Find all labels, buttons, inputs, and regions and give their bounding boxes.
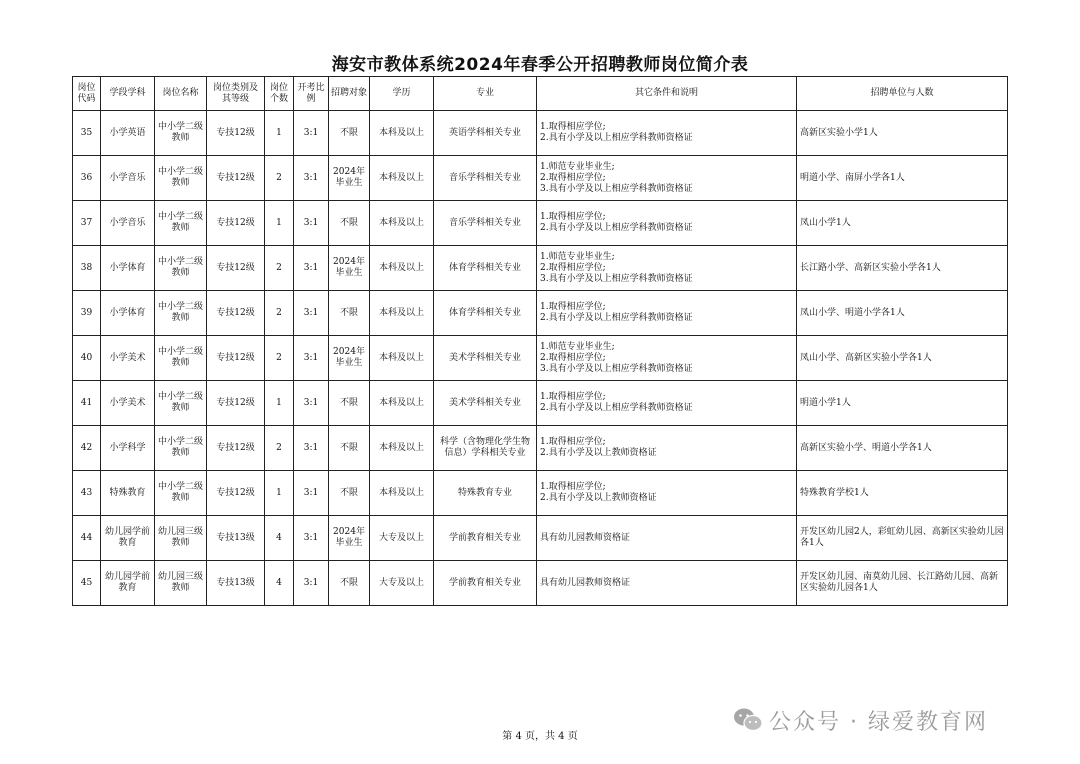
cell-units: 明道小学1人 [797, 381, 1008, 426]
cell-code: 43 [73, 471, 101, 516]
cell-code: 44 [73, 516, 101, 561]
condition-line: 2.具有小学及以上相应学科教师资格证 [540, 133, 693, 143]
table-row [73, 156, 1008, 201]
cell-count: 2 [265, 426, 294, 471]
cell-target: 不限 [329, 111, 370, 156]
cell-education: 大专及以上 [370, 561, 434, 606]
cell-ratio: 3:1 [294, 381, 329, 426]
cell-major: 美术学科相关专业 [434, 381, 537, 426]
cell-conditions [537, 561, 797, 606]
cell-ratio: 3:1 [294, 291, 329, 336]
cell-position: 中小学二级教师 [155, 291, 207, 336]
cell-target: 2024年毕业生 [329, 246, 370, 291]
table-row [73, 246, 1008, 291]
cell-major: 学前教育相关专业 [434, 561, 537, 606]
header-count: 岗位个数 [265, 77, 294, 111]
condition-line: 2.具有小学及以上相应学科教师资格证 [540, 403, 693, 413]
condition-line: 1.师范专业毕业生; [540, 341, 615, 352]
cell-subject: 幼儿园学前教育 [101, 516, 155, 561]
condition-line: 2.具有小学及以上教师资格证 [540, 493, 657, 503]
cell-target: 不限 [329, 201, 370, 246]
cell-code: 40 [73, 336, 101, 381]
cell-major: 美术学科相关专业 [434, 336, 537, 381]
table-row [73, 561, 1008, 606]
cell-count: 2 [265, 246, 294, 291]
cell-count: 4 [265, 561, 294, 606]
condition-line: 2.取得相应学位; [540, 262, 606, 273]
cell-category: 专技12级 [207, 336, 265, 381]
cell-major: 学前教育相关专业 [434, 516, 537, 561]
cell-conditions [537, 471, 797, 516]
cell-ratio: 3:1 [294, 336, 329, 381]
cell-category: 专技13级 [207, 561, 265, 606]
cell-target: 不限 [329, 291, 370, 336]
cell-major: 体育学科相关专业 [434, 246, 537, 291]
cell-units: 凤山小学1人 [797, 201, 1008, 246]
cell-category: 专技12级 [207, 156, 265, 201]
condition-line: 具有幼儿园教师资格证 [540, 577, 631, 588]
cell-category: 专技12级 [207, 201, 265, 246]
cell-subject: 小学体育 [101, 291, 155, 336]
cell-position: 中小学二级教师 [155, 471, 207, 516]
cell-subject: 小学科学 [101, 426, 155, 471]
cell-education: 本科及以上 [370, 471, 434, 516]
condition-line: 1.取得相应学位; [540, 437, 606, 447]
cell-count: 1 [265, 381, 294, 426]
cell-target: 不限 [329, 561, 370, 606]
cell-count: 1 [265, 471, 294, 516]
cell-subject: 小学美术 [101, 336, 155, 381]
cell-units: 开发区幼儿园、南莫幼儿园、长江路幼儿园、高新区实验幼儿园各1人 [797, 561, 1008, 606]
cell-major: 音乐学科相关专业 [434, 156, 537, 201]
cell-count: 1 [265, 111, 294, 156]
job-table [72, 76, 1008, 606]
header-position: 岗位名称 [155, 77, 207, 111]
cell-position: 中小学二级教师 [155, 201, 207, 246]
cell-position: 中小学二级教师 [155, 246, 207, 291]
cell-count: 2 [265, 291, 294, 336]
cell-category: 专技12级 [207, 291, 265, 336]
cell-position: 中小学二级教师 [155, 156, 207, 201]
cell-conditions [537, 336, 797, 381]
cell-units: 高新区实验小学1人 [797, 111, 1008, 156]
header-conditions: 其它条件和说明 [537, 77, 797, 111]
header-ratio: 开考比例 [294, 77, 329, 111]
cell-code: 42 [73, 426, 101, 471]
condition-line: 1.取得相应学位; [540, 122, 606, 132]
condition-line: 3.具有小学及以上相应学科教师资格证 [540, 183, 693, 194]
cell-count: 1 [265, 201, 294, 246]
cell-count: 2 [265, 156, 294, 201]
cell-education: 本科及以上 [370, 426, 434, 471]
condition-line: 1.取得相应学位; [540, 302, 606, 312]
cell-category: 专技12级 [207, 246, 265, 291]
page-title: 海安市教体系统2024年春季公开招聘教师岗位简介表 [331, 55, 749, 75]
cell-major: 音乐学科相关专业 [434, 201, 537, 246]
cell-target: 不限 [329, 426, 370, 471]
cell-education: 本科及以上 [370, 246, 434, 291]
header-education: 学历 [370, 77, 434, 111]
header-category: 岗位类别及其等级 [207, 77, 265, 111]
cell-code: 37 [73, 201, 101, 246]
table-row [73, 426, 1008, 471]
cell-education: 本科及以上 [370, 291, 434, 336]
cell-subject: 小学美术 [101, 381, 155, 426]
watermark-text: 公众号 · 绿爱教育网 [769, 709, 988, 735]
table-row [73, 201, 1008, 246]
condition-line: 3.具有小学及以上相应学科教师资格证 [540, 363, 693, 374]
cell-target: 不限 [329, 381, 370, 426]
cell-ratio: 3:1 [294, 156, 329, 201]
cell-ratio: 3:1 [294, 516, 329, 561]
cell-units: 凤山小学、高新区实验小学各1人 [797, 336, 1008, 381]
table-row [73, 111, 1008, 156]
cell-ratio: 3:1 [294, 246, 329, 291]
table-row [73, 336, 1008, 381]
cell-education: 本科及以上 [370, 156, 434, 201]
cell-conditions [537, 156, 797, 201]
cell-subject: 小学音乐 [101, 156, 155, 201]
cell-code: 41 [73, 381, 101, 426]
cell-major: 英语学科相关专业 [434, 111, 537, 156]
cell-code: 45 [73, 561, 101, 606]
cell-conditions [537, 291, 797, 336]
condition-line: 1.师范专业毕业生; [540, 251, 615, 262]
cell-code: 36 [73, 156, 101, 201]
table-row [73, 516, 1008, 561]
cell-count: 2 [265, 336, 294, 381]
cell-units: 开发区幼儿园2人，彩虹幼儿园、高新区实验幼儿园各1人 [797, 516, 1008, 561]
header-subject: 学段学科 [101, 77, 155, 111]
cell-units: 高新区实验小学、明道小学各1人 [797, 426, 1008, 471]
cell-units: 长江路小学、高新区实验小学各1人 [797, 246, 1008, 291]
cell-code: 35 [73, 111, 101, 156]
cell-ratio: 3:1 [294, 426, 329, 471]
cell-category: 专技12级 [207, 471, 265, 516]
cell-conditions [537, 426, 797, 471]
cell-major: 科学（含物理化学生物信息）学科相关专业 [434, 426, 537, 471]
table-header-row [73, 77, 1008, 111]
cell-target: 2024年毕业生 [329, 156, 370, 201]
cell-units: 凤山小学、明道小学各1人 [797, 291, 1008, 336]
cell-ratio: 3:1 [294, 471, 329, 516]
cell-ratio: 3:1 [294, 111, 329, 156]
cell-conditions [537, 246, 797, 291]
cell-conditions [537, 201, 797, 246]
cell-position: 幼儿园三级教师 [155, 561, 207, 606]
condition-line: 3.具有小学及以上相应学科教师资格证 [540, 273, 693, 284]
cell-units: 明道小学、南屏小学各1人 [797, 156, 1008, 201]
header-code: 岗位代码 [73, 77, 101, 111]
cell-education: 大专及以上 [370, 516, 434, 561]
header-target: 招聘对象 [329, 77, 370, 111]
condition-line: 2.具有小学及以上相应学科教师资格证 [540, 313, 693, 323]
cell-units: 特殊教育学校1人 [797, 471, 1008, 516]
condition-line: 1.取得相应学位; [540, 482, 606, 492]
cell-target: 2024年毕业生 [329, 336, 370, 381]
cell-subject: 小学音乐 [101, 201, 155, 246]
cell-education: 本科及以上 [370, 336, 434, 381]
cell-category: 专技12级 [207, 381, 265, 426]
cell-subject: 特殊教育 [101, 471, 155, 516]
condition-line: 2.取得相应学位; [540, 172, 606, 183]
cell-subject: 小学英语 [101, 111, 155, 156]
cell-conditions [537, 381, 797, 426]
cell-position: 中小学二级教师 [155, 336, 207, 381]
cell-category: 专技12级 [207, 111, 265, 156]
cell-position: 中小学二级教师 [155, 111, 207, 156]
cell-target: 不限 [329, 471, 370, 516]
condition-line: 2.取得相应学位; [540, 352, 606, 363]
cell-major: 特殊教育专业 [434, 471, 537, 516]
condition-line: 2.具有小学及以上相应学科教师资格证 [540, 223, 693, 233]
table-row [73, 381, 1008, 426]
condition-line: 1.取得相应学位; [540, 392, 606, 402]
cell-major: 体育学科相关专业 [434, 291, 537, 336]
cell-conditions [537, 111, 797, 156]
cell-count: 4 [265, 516, 294, 561]
cell-ratio: 3:1 [294, 561, 329, 606]
page-footer: 第 4 页，共 4 页 [502, 731, 578, 742]
cell-category: 专技12级 [207, 426, 265, 471]
header-major: 专业 [434, 77, 537, 111]
cell-education: 本科及以上 [370, 201, 434, 246]
cell-target: 2024年毕业生 [329, 516, 370, 561]
cell-category: 专技13级 [207, 516, 265, 561]
cell-code: 39 [73, 291, 101, 336]
cell-position: 幼儿园三级教师 [155, 516, 207, 561]
cell-position: 中小学二级教师 [155, 381, 207, 426]
cell-subject: 幼儿园学前教育 [101, 561, 155, 606]
condition-line: 1.取得相应学位; [540, 212, 606, 222]
cell-ratio: 3:1 [294, 201, 329, 246]
condition-line: 具有幼儿园教师资格证 [540, 532, 631, 543]
condition-line: 1.师范专业毕业生; [540, 161, 615, 172]
header-units: 招聘单位与人数 [797, 77, 1008, 111]
table-row [73, 291, 1008, 336]
cell-conditions [537, 516, 797, 561]
table-row [73, 471, 1008, 516]
cell-position: 中小学二级教师 [155, 426, 207, 471]
cell-education: 本科及以上 [370, 111, 434, 156]
cell-education: 本科及以上 [370, 381, 434, 426]
cell-subject: 小学体育 [101, 246, 155, 291]
condition-line: 2.具有小学及以上教师资格证 [540, 448, 657, 458]
cell-code: 38 [73, 246, 101, 291]
